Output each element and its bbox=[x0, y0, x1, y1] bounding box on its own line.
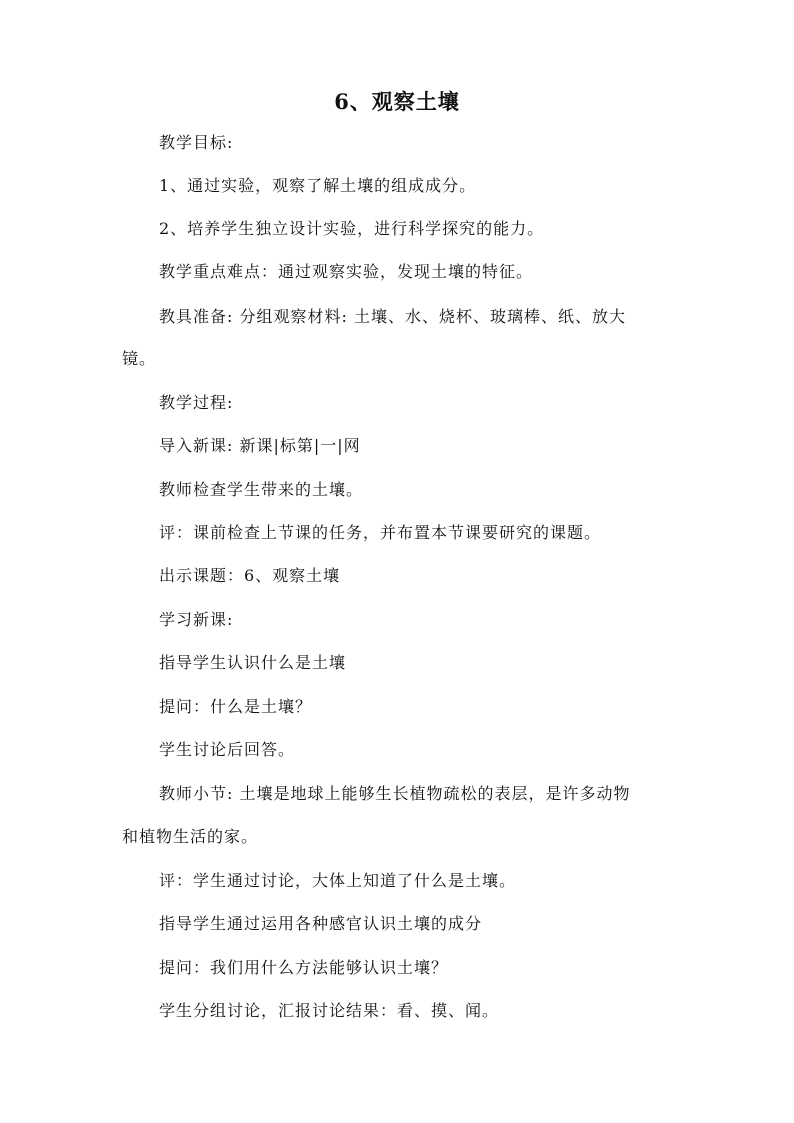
paragraph-comment-2: 评：学生通过讨论，大体上知道了什么是土壤。 bbox=[159, 871, 517, 890]
paragraph-goal-2: 2、培养学生独立设计实验，进行科学探究的能力。 bbox=[159, 219, 545, 238]
document-title: 6、观察土壤 bbox=[334, 89, 460, 114]
paragraph-goal-1: 1、通过实验，观察了解土壤的组成成分。 bbox=[159, 176, 477, 195]
paragraph-teacher-check: 教师检查学生带来的土壤。 bbox=[159, 480, 364, 499]
paragraph-intro: 导入新课: 新课|标第|一|网 bbox=[159, 436, 361, 455]
paragraph-summary: 教师小节: 土壤是地球上能够生长植物疏松的表层，是许多动物 bbox=[159, 784, 631, 803]
paragraph-guide-1: 指导学生认识什么是土壤 bbox=[159, 653, 347, 672]
paragraph-answer-2: 学生分组讨论，汇报讨论结果：看、摸、闻。 bbox=[159, 1001, 500, 1020]
paragraph-new-lesson: 学习新课: bbox=[159, 610, 234, 629]
paragraph-process: 教学过程: bbox=[159, 393, 234, 412]
paragraph-teaching-goals: 教学目标: bbox=[159, 133, 234, 152]
paragraph-comment-1: 评：课前检查上节课的任务，并布置本节课要研究的课题。 bbox=[159, 523, 602, 542]
paragraph-guide-2: 指导学生通过运用各种感官认识土壤的成分 bbox=[159, 914, 483, 933]
paragraph-key-points: 教学重点难点：通过观察实验，发现土壤的特征。 bbox=[159, 262, 534, 281]
paragraph-question-1: 提问：什么是土壤？ bbox=[159, 697, 313, 716]
paragraph-question-2: 提问：我们用什么方法能够认识土壤？ bbox=[159, 958, 449, 977]
paragraph-summary-cont: 和植物生活的家。 bbox=[122, 827, 259, 846]
paragraph-materials: 教具准备: 分组观察材料: 土壤、水、烧杯、玻璃棒、纸、放大 bbox=[159, 307, 626, 326]
paragraph-answer-1: 学生讨论后回答。 bbox=[159, 740, 296, 759]
paragraph-materials-cont: 镜。 bbox=[122, 349, 157, 368]
paragraph-topic: 出示课题：6、观察土壤 bbox=[159, 566, 341, 585]
